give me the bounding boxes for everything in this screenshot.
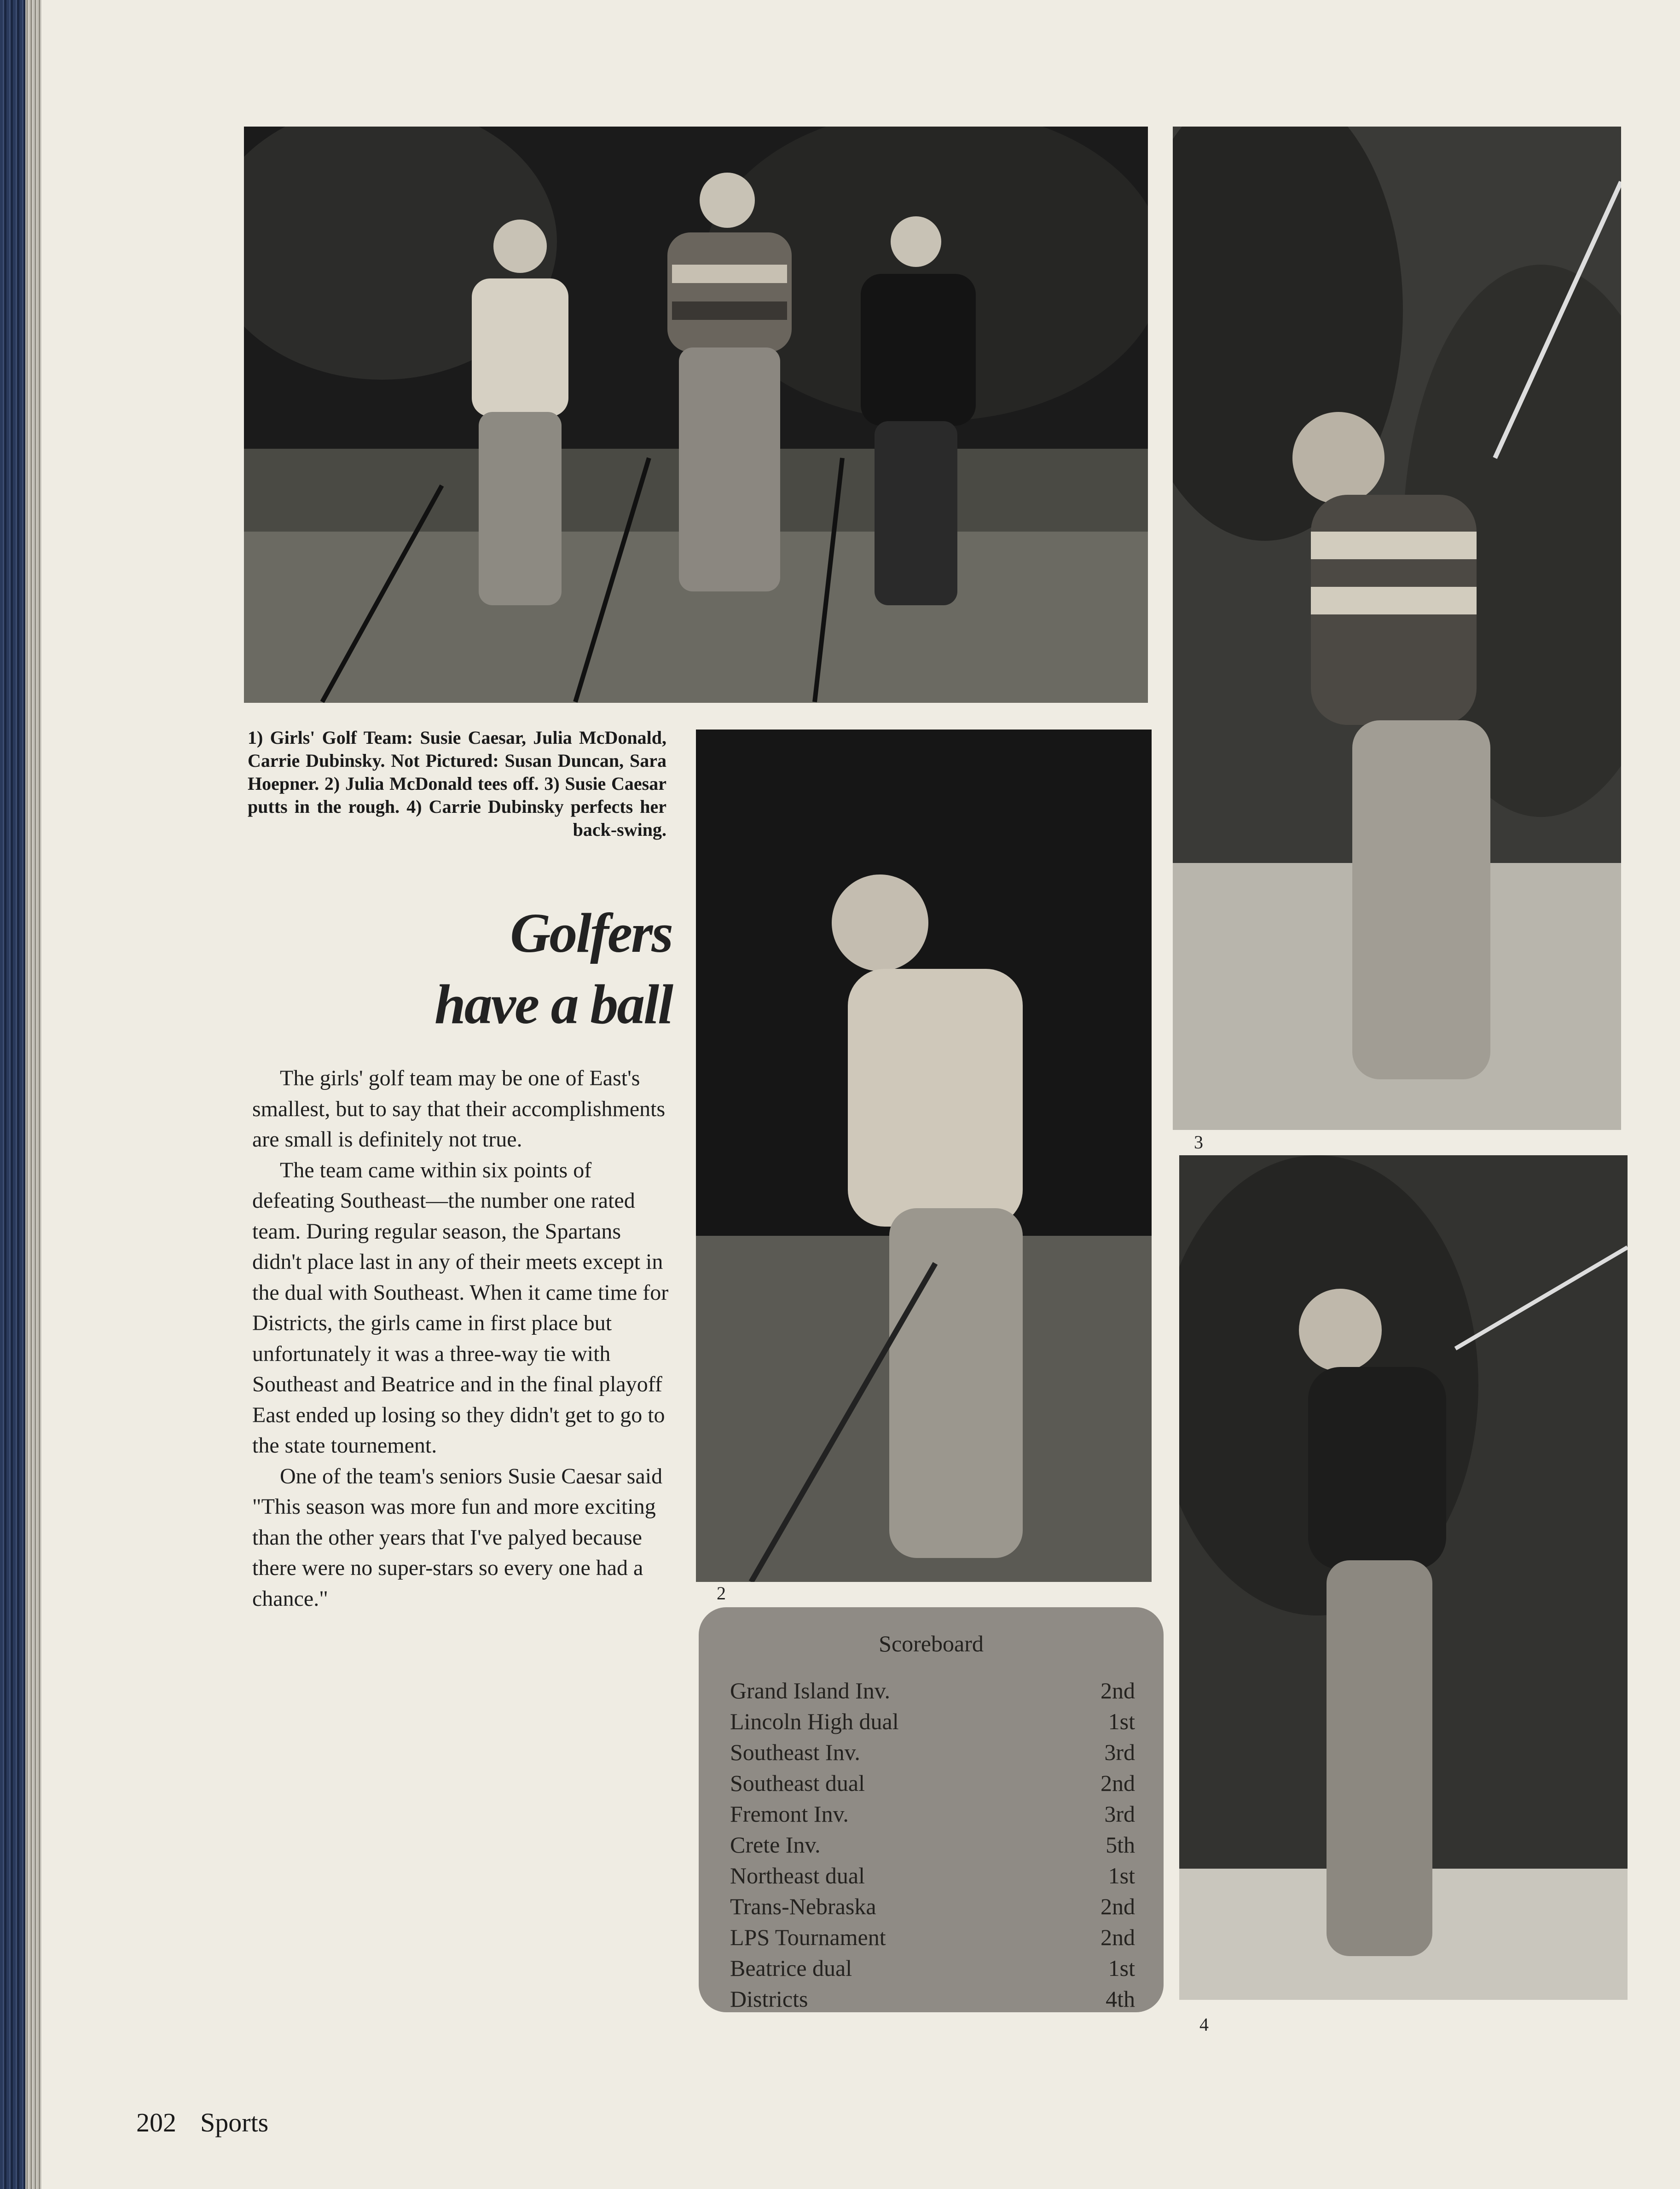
photo-3: [1173, 127, 1621, 1130]
scoreboard-event: Trans-Nebraska: [730, 1894, 876, 1919]
scoreboard-place: 4th: [1106, 1986, 1135, 2012]
photo-2-image: [696, 730, 1152, 1582]
scoreboard-place: 1st: [1108, 1955, 1135, 1981]
scoreboard-row: [730, 1737, 1135, 1768]
scoreboard-event: Northeast dual: [730, 1863, 865, 1888]
scoreboard: [699, 1607, 1164, 2012]
scoreboard-event: Southeast dual: [730, 1770, 865, 1796]
photo-4: [1179, 1155, 1628, 2000]
scoreboard-place: 5th: [1106, 1832, 1135, 1858]
scoreboard-place: 3rd: [1104, 1801, 1135, 1827]
photo-4-number: 4: [1199, 2014, 1209, 2035]
team-photo: [244, 127, 1148, 703]
team-photo-image: [244, 127, 1148, 703]
scoreboard-title: Scoreboard: [879, 1631, 984, 1656]
photo-2-number: 2: [717, 1583, 726, 1604]
scoreboard-row: [730, 1984, 1135, 2012]
scoreboard-row: [730, 1953, 1135, 1984]
scoreboard-place: 1st: [1108, 1708, 1135, 1734]
article-body: [252, 1063, 671, 1614]
scoreboard-row: [730, 1799, 1135, 1830]
article-paragraph: The team came within six points of defeating Southeast—the number one rated team. During regular season, the Spartans didn't place last in any of their meets except in the dual with Southeast. When it came time for Districts, the girls came in first place but unfortunately it was a three-way tie with Southeast and Beatrice and in the final playoff East ended up losing so they didn't get to go to the state tournement.: [252, 1158, 669, 1458]
scoreboard-row: [730, 1860, 1135, 1891]
scoreboard-event: Beatrice dual: [730, 1955, 852, 1981]
scoreboard-row: [730, 1706, 1135, 1737]
scoreboard-row: [730, 1922, 1135, 1953]
headline-line-2: have a ball: [434, 973, 672, 1036]
photo-3-image: [1173, 127, 1621, 1130]
scoreboard-place: 2nd: [1101, 1770, 1135, 1796]
section-name: Sports: [200, 2108, 269, 2137]
scoreboard-row: [730, 1830, 1135, 1860]
scoreboard-event: Crete Inv.: [730, 1832, 821, 1858]
photo-caption: 1) Girls' Golf Team: Susie Caesar, Julia McDonald, Carrie Dubinsky. Not Pictured: Susan Duncan, Sara Hoepner. 2) Julia McDonald tees off. 3) Susie Caesar putts in the rough. 4) Carrie Dubinsky perfects her back-swing.: [248, 727, 666, 840]
scoreboard-rows: [730, 1675, 1135, 2012]
page-footer: [136, 2107, 292, 2138]
scoreboard-event: LPS Tournament: [730, 1924, 886, 1950]
photo-2: [696, 730, 1152, 1582]
scoreboard-place: 3rd: [1104, 1739, 1135, 1765]
scoreboard-event: Southeast Inv.: [730, 1739, 860, 1765]
scoreboard-row: [730, 1768, 1135, 1799]
photo-3-number: 3: [1194, 1132, 1203, 1152]
photo-4-image: [1179, 1155, 1628, 2000]
scoreboard-place: 2nd: [1101, 1894, 1135, 1919]
article-paragraph: The girls' golf team may be one of East's smallest, but to say that their accomplishments are small is definitely not true.: [252, 1066, 666, 1152]
scoreboard-event: Grand Island Inv.: [730, 1678, 891, 1703]
scoreboard-row: [730, 1891, 1135, 1922]
scoreboard-event: Fremont Inv.: [730, 1801, 849, 1827]
scoreboard-place: 2nd: [1101, 1678, 1135, 1703]
scoreboard-event: Districts: [730, 1986, 808, 2012]
scoreboard-place: 2nd: [1101, 1924, 1135, 1950]
scoreboard-row: [730, 1675, 1135, 1706]
article-paragraph: One of the team's seniors Susie Caesar said "This season was more fun and more exciting than the other years that I've palyed because there were no super-stars so every one had a chance.": [252, 1464, 663, 1611]
scoreboard-place: 1st: [1108, 1863, 1135, 1888]
scoreboard-event: Lincoln High dual: [730, 1708, 899, 1734]
headline-line-1: Golfers: [510, 902, 672, 964]
headline: [276, 898, 672, 1040]
page-number: 202: [136, 2108, 176, 2137]
